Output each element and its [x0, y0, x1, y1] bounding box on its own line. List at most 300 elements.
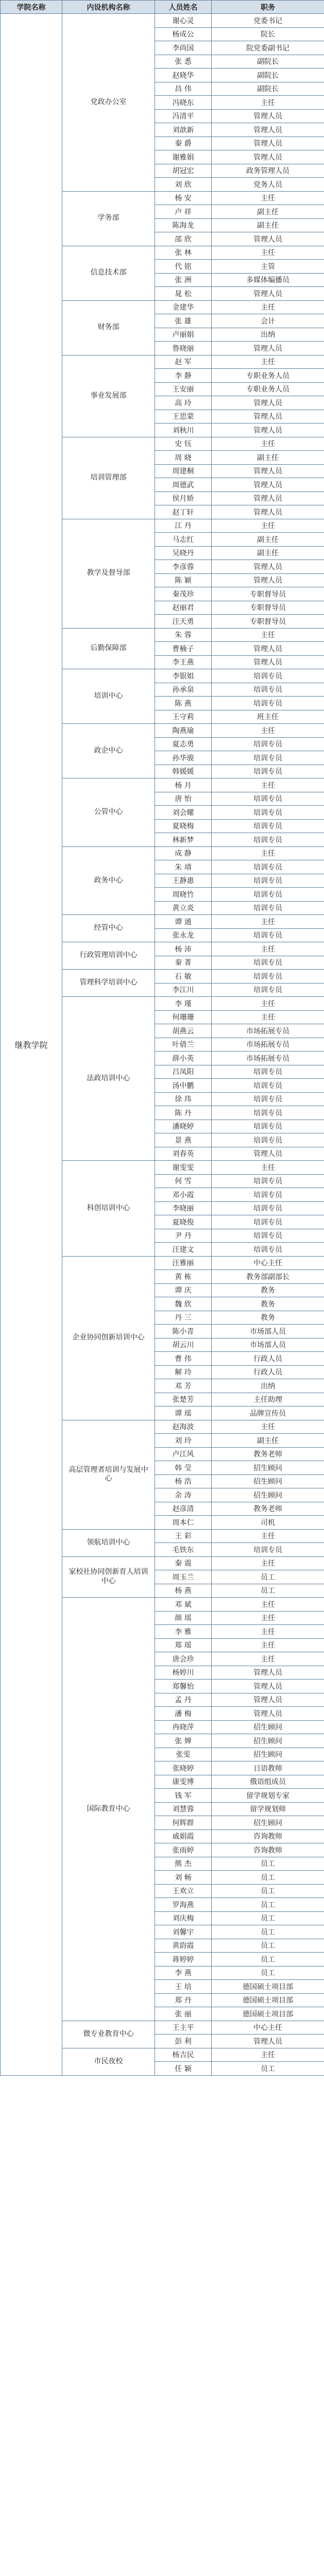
staff-name-cell: 刘秋川 — [155, 423, 212, 437]
staff-name-cell: 谢雯雯 — [155, 1161, 212, 1175]
staff-position-cell: 员工 — [212, 1871, 324, 1885]
staff-position-cell: 员工 — [212, 1939, 324, 1953]
staff-position-cell: 副院长 — [212, 82, 324, 96]
staff-name-cell: 高 玲 — [155, 396, 212, 410]
staff-position-cell: 招生顾问 — [212, 1461, 324, 1475]
department-cell: 微专业教育中心 — [62, 2021, 155, 2048]
staff-name-cell: 杨吉民 — [155, 2048, 212, 2062]
staff-position-cell: 培训专员 — [212, 1092, 324, 1106]
header-row — [1, 1, 324, 14]
staff-name-cell: 杨 燕 — [155, 1584, 212, 1598]
staff-name-cell: 晁 松 — [155, 287, 212, 301]
staff-name-cell: 李 雅 — [155, 1625, 212, 1639]
staff-position-cell: 俄语组成员 — [212, 1775, 324, 1789]
staff-position-cell: 管理人员 — [212, 1666, 324, 1680]
staff-name-cell: 刘慧蓉 — [155, 1802, 212, 1816]
staff-name-cell: 侯月娇 — [155, 492, 212, 505]
staff-name-cell: 朱 靖 — [155, 860, 212, 874]
staff-name-cell: 谭 通 — [155, 915, 212, 929]
header-name: 人员姓名 — [155, 1, 212, 14]
staff-name-cell: 谭 瑶 — [155, 1406, 212, 1420]
staff-position-cell: 管理人员 — [212, 573, 324, 587]
staff-name-cell: 张雨婷 — [155, 1843, 212, 1857]
staff-name-cell: 陈 丹 — [155, 1106, 212, 1120]
staff-name-cell: 王守莉 — [155, 710, 212, 724]
staff-name-cell: 黄 栋 — [155, 1270, 212, 1284]
staff-position-cell: 管理人员 — [212, 1707, 324, 1721]
department-cell: 政务中心 — [62, 846, 155, 915]
staff-name-cell: 张 悉 — [155, 55, 212, 69]
department-cell: 经管中心 — [62, 915, 155, 942]
staff-position-cell: 主任 — [212, 2048, 324, 2062]
staff-name-cell: 李江川 — [155, 983, 212, 997]
staff-position-cell: 行政人员 — [212, 1352, 324, 1366]
staff-name-cell: 何珊珊 — [155, 1010, 212, 1024]
staff-position-cell: 培训专员 — [212, 683, 324, 697]
staff-name-cell: 胡云川 — [155, 1338, 212, 1352]
staff-name-cell: 薛小英 — [155, 1052, 212, 1065]
staff-name-cell: 周玉兰 — [155, 1570, 212, 1584]
staff-name-cell: 周晓竹 — [155, 888, 212, 902]
staff-name-cell: 康雯博 — [155, 1775, 212, 1789]
staff-name-cell: 黄韵霞 — [155, 1939, 212, 1953]
staff-position-cell: 教务老师 — [212, 1502, 324, 1516]
staff-name-cell: 谢心灵 — [155, 14, 212, 28]
staff-position-cell: 管理人员 — [212, 560, 324, 574]
department-cell: 家校社协同创新育人培训中心 — [62, 1556, 155, 1598]
staff-position-cell: 培训专员 — [212, 1079, 324, 1093]
staff-position-cell: 留学规划师 — [212, 1802, 324, 1816]
staff-name-cell: 周本仁 — [155, 1516, 212, 1530]
staff-position-cell: 管理人员 — [212, 109, 324, 123]
staff-position-cell: 教务部副部长 — [212, 1270, 324, 1284]
staff-position-cell: 市场部人员 — [212, 1338, 324, 1352]
staff-name-cell: 韩媛媛 — [155, 765, 212, 778]
staff-name-cell: 叶倩兰 — [155, 1038, 212, 1052]
department-cell: 学务部 — [62, 191, 155, 246]
staff-name-cell: 夏晓梅 — [155, 819, 212, 833]
staff-name-cell: 唐会珍 — [155, 1652, 212, 1666]
staff-name-cell: 毛铁东 — [155, 1543, 212, 1557]
staff-name-cell: 卢丽娟 — [155, 328, 212, 342]
department-cell: 培训中心 — [62, 669, 155, 724]
staff-position-cell: 招生顾问 — [212, 1816, 324, 1830]
staff-name-cell: 刘庆梅 — [155, 1911, 212, 1925]
staff-position-cell: 副主任 — [212, 546, 324, 560]
staff-name-cell: 汪天勇 — [155, 615, 212, 629]
staff-name-cell: 李晓丽 — [155, 1201, 212, 1215]
staff-position-cell: 主任 — [212, 519, 324, 533]
staff-name-cell: 陶燕瑜 — [155, 724, 212, 738]
staff-position-cell: 培训专员 — [212, 860, 324, 874]
staff-name-cell: 金建华 — [155, 300, 212, 314]
staff-name-cell: 王思蒙 — [155, 410, 212, 423]
staff-position-cell: 培训专员 — [212, 928, 324, 942]
department-cell: 市民夜校 — [62, 2048, 155, 2075]
department-cell: 行政管理培训中心 — [62, 942, 155, 970]
staff-name-cell: 陈 颖 — [155, 573, 212, 587]
staff-name-cell: 冯清平 — [155, 109, 212, 123]
staff-position-cell: 党委书记 — [212, 14, 324, 28]
staff-name-cell: 鲁晓丽 — [155, 342, 212, 355]
staff-position-cell: 主任 — [212, 1652, 324, 1666]
department-cell: 后勤保障部 — [62, 628, 155, 669]
staff-position-cell: 多媒体编播员 — [212, 273, 324, 287]
department-cell: 高层管理者培训与发展中心 — [62, 1420, 155, 1529]
staff-name-cell: 刘馨宇 — [155, 1925, 212, 1939]
staff-position-cell: 主任 — [212, 191, 324, 205]
staff-name-cell: 李 静 — [155, 369, 212, 383]
department-cell: 法政培训中心 — [62, 997, 155, 1161]
staff-position-cell: 品牌宣传员 — [212, 1406, 324, 1420]
staff-name-cell: 史 钰 — [155, 437, 212, 451]
staff-position-cell: 培训专员 — [212, 1243, 324, 1257]
staff-name-cell: 韩 莹 — [155, 1461, 212, 1475]
staff-position-cell: 德国硕士项目部 — [212, 2007, 324, 2021]
staff-name-cell: 江 丹 — [155, 519, 212, 533]
staff-position-cell: 主任 — [212, 1529, 324, 1543]
staff-name-cell: 李 燕 — [155, 1966, 212, 1980]
staff-position-cell: 出纳 — [212, 1379, 324, 1393]
staff-position-cell: 管理人员 — [212, 655, 324, 669]
staff-name-cell: 赵丽君 — [155, 601, 212, 615]
staff-name-cell: 杨 安 — [155, 191, 212, 205]
staff-position-cell: 党务人员 — [212, 178, 324, 192]
staff-name-cell: 孙华骏 — [155, 751, 212, 765]
staff-name-cell: 赵彦清 — [155, 1502, 212, 1516]
header-school: 学院名称 — [1, 1, 62, 14]
staff-position-cell: 德国硕士项目部 — [212, 1993, 324, 2007]
staff-position-cell: 主任 — [212, 942, 324, 956]
staff-name-cell: 周建桐 — [155, 464, 212, 478]
staff-position-cell: 培训专员 — [212, 1120, 324, 1133]
staff-name-cell: 戚娟霞 — [155, 1829, 212, 1843]
staff-name-cell: 潘晓婷 — [155, 1120, 212, 1133]
staff-name-cell: 冉晓萍 — [155, 1720, 212, 1734]
staff-name-cell: 黄立炎 — [155, 901, 212, 915]
staff-position-cell: 招生顾问 — [212, 1475, 324, 1488]
staff-name-cell: 彭 利 — [155, 2035, 212, 2048]
staff-name-cell: 张雯 — [155, 1748, 212, 1761]
staff-name-cell: 解 玲 — [155, 1365, 212, 1379]
staff-position-cell: 主任 — [212, 628, 324, 642]
staff-position-cell: 教务老师 — [212, 1447, 324, 1461]
staff-position-cell: 市场拓展专员 — [212, 1024, 324, 1038]
staff-name-cell: 胡冠宏 — [155, 164, 212, 178]
staff-position-cell: 司机 — [212, 1516, 324, 1530]
staff-name-cell: 张 雄 — [155, 314, 212, 328]
school-name-cell: 继教学院 — [1, 14, 62, 2076]
staff-position-cell: 专职业务人员 — [212, 369, 324, 383]
staff-name-cell: 李彦蓉 — [155, 560, 212, 574]
staff-position-cell: 员工 — [212, 1884, 324, 1898]
department-cell: 信息技术部 — [62, 246, 155, 300]
staff-position-cell: 管理人员 — [212, 1147, 324, 1161]
staff-name-cell: 杨 浩 — [155, 1475, 212, 1488]
staff-name-cell: 邓小霞 — [155, 1188, 212, 1202]
staff-position-cell: 主任助理 — [212, 1393, 324, 1406]
staff-name-cell: 李王燕 — [155, 655, 212, 669]
staff-position-cell: 培训专员 — [212, 1215, 324, 1229]
staff-name-cell: 何辉群 — [155, 1816, 212, 1830]
staff-name-cell: 李 瑾 — [155, 997, 212, 1011]
staff-position-cell: 招生顾问 — [212, 1748, 324, 1761]
staff-name-cell: 汪雅丽 — [155, 1256, 212, 1270]
staff-name-cell: 汪建文 — [155, 1243, 212, 1257]
table-row — [1, 14, 324, 28]
staff-name-cell: 颜 瑶 — [155, 1611, 212, 1625]
staff-name-cell: 李尚国 — [155, 41, 212, 55]
staff-position-cell: 员工 — [212, 2062, 324, 2076]
staff-name-cell: 卢 祥 — [155, 205, 212, 219]
staff-position-cell: 班主任 — [212, 710, 324, 724]
staff-name-cell: 汤中鹏 — [155, 1079, 212, 1093]
staff-position-cell: 管理人员 — [212, 492, 324, 505]
staff-position-cell: 留学规划专家 — [212, 1789, 324, 1803]
header-position: 职务 — [212, 1, 324, 14]
staff-position-cell: 市场部人员 — [212, 1325, 324, 1338]
staff-position-cell: 主任 — [212, 724, 324, 738]
staff-position-cell: 主任 — [212, 355, 324, 369]
staff-name-cell: 王 培 — [155, 1980, 212, 1994]
staff-name-cell: 代 铭 — [155, 260, 212, 274]
staff-position-cell: 员工 — [212, 1584, 324, 1598]
staff-name-cell: 林新梦 — [155, 833, 212, 847]
staff-position-cell: 培训专员 — [212, 1133, 324, 1147]
staff-name-cell: 王 彩 — [155, 1529, 212, 1543]
staff-name-cell: 胡燕云 — [155, 1024, 212, 1038]
staff-name-cell: 杨婷川 — [155, 1666, 212, 1680]
staff-position-cell: 主任 — [212, 96, 324, 110]
staff-position-cell: 会计 — [212, 314, 324, 328]
staff-position-cell: 主任 — [212, 1598, 324, 1612]
department-cell: 事业发展部 — [62, 355, 155, 437]
staff-name-cell: 昌 伟 — [155, 82, 212, 96]
staff-name-cell: 周 晓 — [155, 451, 212, 465]
staff-position-cell: 员工 — [212, 1966, 324, 1980]
staff-position-cell: 出纳 — [212, 328, 324, 342]
staff-position-cell: 培训专员 — [212, 1543, 324, 1557]
staff-name-cell: 冯晓东 — [155, 96, 212, 110]
staff-position-cell: 专职督导员 — [212, 601, 324, 615]
staff-name-cell: 邵 欣 — [155, 232, 212, 246]
header-department: 内设机构名称 — [62, 1, 155, 14]
staff-name-cell: 杨 月 — [155, 778, 212, 792]
staff-position-cell: 主任 — [212, 1161, 324, 1175]
staff-position-cell: 员工 — [212, 1925, 324, 1939]
staff-name-cell: 赵 军 — [155, 355, 212, 369]
staff-position-cell: 专职业务人员 — [212, 382, 324, 396]
staff-position-cell: 培训专员 — [212, 1106, 324, 1120]
staff-name-cell: 吕凤阳 — [155, 1065, 212, 1079]
staff-position-cell: 主任 — [212, 246, 324, 260]
staff-name-cell: 石 敏 — [155, 970, 212, 984]
department-cell: 国际教育中心 — [62, 1598, 155, 2021]
staff-name-cell: 余 涛 — [155, 1488, 212, 1502]
staff-position-cell: 管理人员 — [212, 410, 324, 423]
department-cell: 管理科学培训中心 — [62, 970, 155, 997]
staff-name-cell: 谭 庆 — [155, 1283, 212, 1297]
staff-name-cell: 王欢立 — [155, 1884, 212, 1898]
staff-position-cell: 副主任 — [212, 451, 324, 465]
staff-name-cell: 赵海波 — [155, 1420, 212, 1434]
staff-position-cell: 主任 — [212, 437, 324, 451]
staff-position-cell: 专职督导员 — [212, 587, 324, 601]
staff-name-cell: 刘 玲 — [155, 1434, 212, 1448]
staff-name-cell: 景 燕 — [155, 1133, 212, 1147]
staff-position-cell: 行政人员 — [212, 1365, 324, 1379]
staff-position-cell: 培训专员 — [212, 983, 324, 997]
staff-position-cell: 院党委副书记 — [212, 41, 324, 55]
staff-name-cell: 张永龙 — [155, 928, 212, 942]
staff-name-cell: 秦 爵 — [155, 137, 212, 150]
staff-position-cell: 主任 — [212, 778, 324, 792]
staff-position-cell: 主任 — [212, 1556, 324, 1570]
staff-name-cell: 刘 欣 — [155, 178, 212, 192]
staff-position-cell: 咨询教师 — [212, 1843, 324, 1857]
staff-position-cell: 主任 — [212, 1638, 324, 1652]
department-cell: 政企中心 — [62, 724, 155, 778]
staff-name-cell: 秦 震 — [155, 1556, 212, 1570]
staff-name-cell: 郑 瑶 — [155, 1638, 212, 1652]
staff-position-cell: 市场拓展专员 — [212, 1038, 324, 1052]
staff-position-cell: 咨询教师 — [212, 1829, 324, 1843]
staff-position-cell: 政务管理人员 — [212, 164, 324, 178]
staff-name-cell: 赵晓华 — [155, 69, 212, 82]
staff-position-cell: 培训专员 — [212, 901, 324, 915]
staff-name-cell: 陈小青 — [155, 1325, 212, 1338]
staff-position-cell: 市场拓展专员 — [212, 1052, 324, 1065]
staff-name-cell: 潘 梅 — [155, 1707, 212, 1721]
staff-position-cell: 培训专员 — [212, 751, 324, 765]
staff-position-cell: 培训专员 — [212, 874, 324, 888]
staff-position-cell: 培训专员 — [212, 833, 324, 847]
staff-position-cell: 培训专员 — [212, 697, 324, 710]
staff-position-cell: 管理人员 — [212, 1680, 324, 1693]
staff-name-cell: 张 洲 — [155, 273, 212, 287]
staff-position-cell: 培训专员 — [212, 792, 324, 806]
staff-position-cell: 管理人员 — [212, 464, 324, 478]
staff-name-cell: 张晓婷 — [155, 1761, 212, 1775]
staff-name-cell: 杨 沛 — [155, 942, 212, 956]
staff-name-cell: 朱 蓉 — [155, 628, 212, 642]
staff-position-cell: 员工 — [212, 1898, 324, 1912]
staff-position-cell: 主任 — [212, 1611, 324, 1625]
staff-position-cell: 副主任 — [212, 205, 324, 219]
staff-name-cell: 丹 三 — [155, 1311, 212, 1325]
staff-position-cell: 管理人员 — [212, 287, 324, 301]
staff-position-cell: 管理人员 — [212, 642, 324, 656]
staff-name-cell: 唐 怡 — [155, 792, 212, 806]
department-cell: 财务部 — [62, 300, 155, 355]
staff-position-cell: 培训专员 — [212, 806, 324, 820]
staff-position-cell: 主任 — [212, 997, 324, 1011]
staff-position-cell: 招生顾问 — [212, 1488, 324, 1502]
staff-position-cell: 培训专员 — [212, 956, 324, 970]
department-cell: 科创培训中心 — [62, 1161, 155, 1257]
staff-position-cell: 管理人员 — [212, 1693, 324, 1707]
staff-position-cell: 培训专员 — [212, 1174, 324, 1188]
staff-name-cell: 吴晓丹 — [155, 546, 212, 560]
staff-name-cell: 王静惠 — [155, 874, 212, 888]
staff-name-cell: 曹 伟 — [155, 1352, 212, 1366]
staff-position-cell: 培训专员 — [212, 1201, 324, 1215]
staff-name-cell: 蒋婷婷 — [155, 1953, 212, 1967]
staff-name-cell: 魏 欣 — [155, 1297, 212, 1311]
staff-name-cell: 李银姐 — [155, 669, 212, 683]
staff-position-cell: 管理人员 — [212, 342, 324, 355]
staff-name-cell: 马志红 — [155, 533, 212, 547]
staff-name-cell: 邓 芳 — [155, 1379, 212, 1393]
staff-position-cell: 管理人员 — [212, 150, 324, 164]
staff-name-cell: 秦 菁 — [155, 956, 212, 970]
staff-name-cell: 徐 玮 — [155, 1092, 212, 1106]
staff-name-cell: 杨成公 — [155, 27, 212, 41]
staff-position-cell: 主任 — [212, 300, 324, 314]
staff-position-cell: 教务 — [212, 1297, 324, 1311]
staff-name-cell: 孟 丹 — [155, 1693, 212, 1707]
staff-name-cell: 刘春英 — [155, 1147, 212, 1161]
staff-name-cell: 秦茂珍 — [155, 587, 212, 601]
staff-position-cell: 管理人员 — [212, 137, 324, 150]
staff-name-cell: 成 静 — [155, 846, 212, 860]
staff-position-cell: 院长 — [212, 27, 324, 41]
staff-position-cell: 主任 — [212, 1625, 324, 1639]
staff-position-cell: 培训专员 — [212, 765, 324, 778]
staff-name-cell: 卢江风 — [155, 1447, 212, 1461]
department-cell: 领航培训中心 — [62, 1529, 155, 1556]
department-cell: 培训管理部 — [62, 437, 155, 519]
staff-name-cell: 刘会耀 — [155, 806, 212, 820]
staff-position-cell: 中心主任 — [212, 2021, 324, 2035]
staff-name-cell: 罗海燕 — [155, 1898, 212, 1912]
staff-position-cell: 管理人员 — [212, 423, 324, 437]
staff-position-cell: 主任 — [212, 1420, 324, 1434]
staff-position-cell: 副主任 — [212, 1434, 324, 1448]
staff-name-cell: 钱 军 — [155, 1789, 212, 1803]
staff-position-cell: 中心主任 — [212, 1256, 324, 1270]
department-cell: 企业协同创新培训中心 — [62, 1256, 155, 1420]
staff-name-cell: 刘 畅 — [155, 1871, 212, 1885]
staff-position-cell: 培训专员 — [212, 1188, 324, 1202]
staff-name-cell: 尹 丹 — [155, 1229, 212, 1243]
staff-position-cell: 主任 — [212, 915, 324, 929]
staff-position-cell: 主管 — [212, 260, 324, 274]
staff-position-cell: 副院长 — [212, 55, 324, 69]
staff-position-cell: 日语教师 — [212, 1761, 324, 1775]
staff-position-cell: 员工 — [212, 1953, 324, 1967]
staff-position-cell: 管理人员 — [212, 396, 324, 410]
staff-name-cell: 王安丽 — [155, 382, 212, 396]
staff-position-cell: 培训专员 — [212, 737, 324, 751]
staff-name-cell: 陈海龙 — [155, 218, 212, 232]
staff-position-cell: 副主任 — [212, 533, 324, 547]
staff-position-cell: 培训专员 — [212, 1229, 324, 1243]
staff-name-cell: 张 婵 — [155, 1734, 212, 1748]
staff-position-cell: 招生顾问 — [212, 1734, 324, 1748]
staff-position-cell: 管理人员 — [212, 505, 324, 519]
staff-name-cell: 孙承泉 — [155, 683, 212, 697]
staff-name-cell: 张楚芳 — [155, 1393, 212, 1406]
staff-position-cell: 培训专员 — [212, 1065, 324, 1079]
staff-position-cell: 培训专员 — [212, 888, 324, 902]
department-cell: 教学及督导部 — [62, 519, 155, 628]
staff-name-cell: 赵丁轩 — [155, 505, 212, 519]
table-body — [1, 14, 324, 2076]
staff-position-cell: 培训专员 — [212, 970, 324, 984]
staff-name-cell: 郑馨怡 — [155, 1680, 212, 1693]
staff-name-cell: 王主平 — [155, 2021, 212, 2035]
